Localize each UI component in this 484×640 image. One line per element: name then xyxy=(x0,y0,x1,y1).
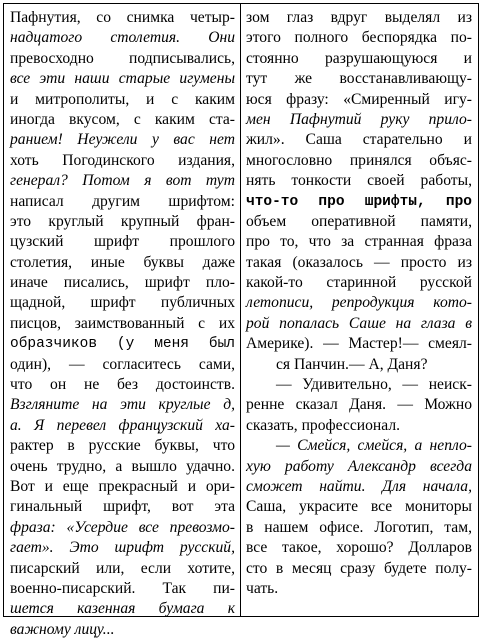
right-line-9: нять тонкости своей работы, xyxy=(246,172,472,190)
left-line-8: хоть Погодинского издания, xyxy=(10,151,235,169)
left-line-24: Вот и еще прекрасный и ори- xyxy=(10,477,235,495)
right-line-15: летописи, репродукция кото- xyxy=(246,294,472,312)
book-page xyxy=(3,3,479,638)
right-line-7: жил». Саша старательно и xyxy=(246,131,472,149)
right-line-27: все такое, хорошо? Долларов xyxy=(246,539,472,557)
right-line-16: рой попалась Саше на глаза в xyxy=(246,314,472,332)
right-line-17: Америке). — Мастер!— смеял- xyxy=(246,335,472,353)
right-line-5: юся фразу: «Смиренный игу- xyxy=(246,90,472,108)
left-line-23: очень трудно, а вышло удачно. xyxy=(10,457,235,475)
left-line-21: а. Я перевел французский ха- xyxy=(10,416,235,434)
right-line-1: зом глаз вдруг выделял из xyxy=(246,9,472,26)
right-line-21: сказать, профессионал. xyxy=(246,416,401,434)
left-line-7: ранием! Неужели у вас нет xyxy=(10,131,235,149)
left-line-25: гинальный шрифт, вот эта xyxy=(10,498,235,516)
right-line-29: чать. xyxy=(246,579,279,597)
right-column xyxy=(246,8,472,599)
right-line-11: объем оперативной памяти, xyxy=(246,212,472,230)
left-line-3: превосходно подписывались, xyxy=(10,49,235,67)
right-line-4: тут же восстанавливающу- xyxy=(246,70,472,88)
left-line-29: военно-писарский. Так пи- xyxy=(10,579,235,597)
right-line-2: этого полного беспорядка по- xyxy=(246,29,472,47)
left-line-5: и митрополиты, и с каким xyxy=(10,90,235,108)
right-line-3: стоянно разрушающуюся и xyxy=(246,49,472,67)
left-line-6: иногда вкусом, с каким ста- xyxy=(10,110,235,128)
right-line-12: про то, что за странная фраза xyxy=(246,233,472,251)
left-line-27: гает». Это шрифт русский, xyxy=(10,539,235,557)
left-line-9: генерал? Потом я вот тут xyxy=(10,172,235,190)
left-line-26: фраза: «Усердие все превозмо- xyxy=(10,518,235,536)
right-line-24: сможет найти. Для начала, xyxy=(246,477,472,495)
left-line-12: цузский шрифт прошлого xyxy=(10,233,235,251)
left-line-4: все эти наши старые игумены xyxy=(10,70,235,88)
right-line-28: сто в месяц сразу будете полу- xyxy=(246,559,472,577)
right-line-25: Саша, украсите все мониторы xyxy=(246,498,472,516)
left-line-22: рактер в русские буквы, что xyxy=(10,437,235,455)
right-line-13: такая (оказалось — просто из xyxy=(246,253,472,271)
left-line-30: шется казенная бумага к xyxy=(10,600,235,618)
left-line-19: что он не без достоинств. xyxy=(10,376,235,394)
right-line-19: — Удивительно, — неиск- xyxy=(276,376,472,394)
right-line-18: ся Панчин.— А, Даня? xyxy=(276,355,428,373)
right-line-26: в нашем офисе. Логотип, там, xyxy=(246,518,472,536)
left-line-17: образчиков (у меня был xyxy=(10,336,235,353)
right-line-14: какой-то старинной русской xyxy=(246,274,472,292)
left-line-16: писцов, заимствованный с их xyxy=(10,314,235,332)
left-line-10: написал другим шрифтом: xyxy=(10,192,235,210)
right-line-20: ренне сказал Даня. — Можно xyxy=(246,396,472,414)
left-line-18: один), — согласитесь сами, xyxy=(10,355,235,373)
left-column xyxy=(10,8,235,640)
column-divider xyxy=(240,4,241,616)
left-line-31: важному лицу... xyxy=(10,620,115,638)
left-line-11: это круглый крупный фран- xyxy=(10,212,235,230)
left-line-20: Взгляните на эти круглые д, xyxy=(10,396,235,414)
left-line-15: щадной, шрифт публичных xyxy=(10,294,235,312)
left-line-14: иначе писались, шрифт пло- xyxy=(10,274,235,292)
right-line-10: что-то про шрифты, про xyxy=(246,193,472,210)
right-line-23: хую работу Александр всегда xyxy=(246,457,472,475)
left-line-1: Пафнутия, со снимка четыр- xyxy=(10,9,235,26)
left-line-2: надцатого столетия. Они xyxy=(10,29,235,47)
left-line-13: столетия, иные буквы даже xyxy=(10,253,235,271)
right-line-8: многословно принялся объяс- xyxy=(246,151,472,169)
right-line-6: мен Пафнутий руку прило- xyxy=(246,110,472,128)
right-line-22: — Смейся, смейся, а непло- xyxy=(276,437,472,455)
left-line-28: писарский или, если хотите, xyxy=(10,559,235,577)
